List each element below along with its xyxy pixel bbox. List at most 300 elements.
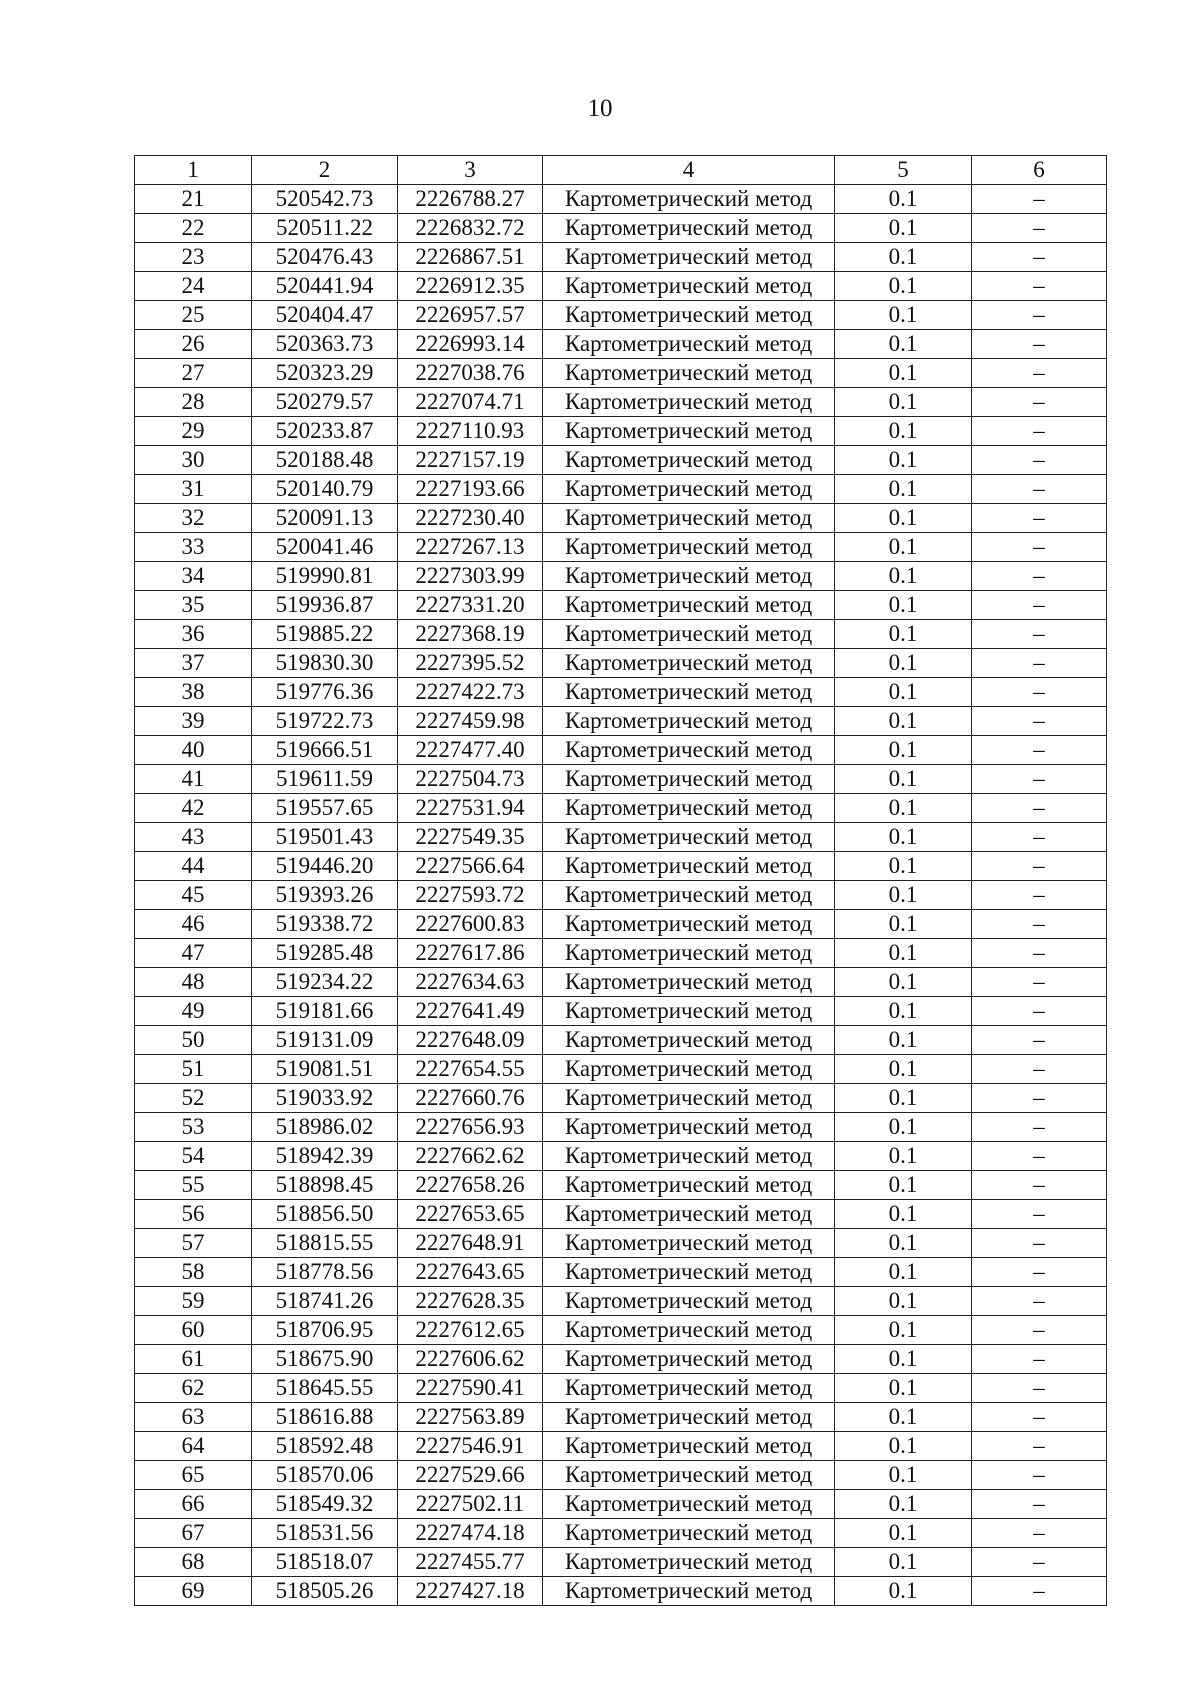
method-cell: Картометрический метод [543, 794, 835, 823]
point-number-cell: 46 [135, 910, 252, 939]
table-row [135, 678, 1107, 707]
x-coordinate-cell: 519285.48 [252, 939, 398, 968]
y-coordinate-cell: 2227395.52 [398, 649, 543, 678]
accuracy-cell: 0.1 [835, 1142, 972, 1171]
table-row [135, 1142, 1107, 1171]
y-coordinate-cell: 2226788.27 [398, 185, 543, 214]
point-number-cell: 57 [135, 1229, 252, 1258]
description-cell: – [972, 1142, 1107, 1171]
accuracy-cell: 0.1 [835, 1374, 972, 1403]
point-number-cell: 33 [135, 533, 252, 562]
description-cell: – [972, 1345, 1107, 1374]
accuracy-cell: 0.1 [835, 272, 972, 301]
method-cell: Картометрический метод [543, 359, 835, 388]
description-cell: – [972, 1113, 1107, 1142]
x-coordinate-cell: 520279.57 [252, 388, 398, 417]
x-coordinate-cell: 518986.02 [252, 1113, 398, 1142]
method-cell: Картометрический метод [543, 997, 835, 1026]
point-number-cell: 63 [135, 1403, 252, 1432]
y-coordinate-cell: 2227230.40 [398, 504, 543, 533]
y-coordinate-cell: 2226832.72 [398, 214, 543, 243]
table-row [135, 881, 1107, 910]
table-row [135, 446, 1107, 475]
y-coordinate-cell: 2227110.93 [398, 417, 543, 446]
y-coordinate-cell: 2227648.91 [398, 1229, 543, 1258]
x-coordinate-cell: 519181.66 [252, 997, 398, 1026]
description-cell: – [972, 620, 1107, 649]
point-number-cell: 23 [135, 243, 252, 272]
table-body [135, 185, 1107, 1606]
method-cell: Картометрический метод [543, 910, 835, 939]
point-number-cell: 42 [135, 794, 252, 823]
y-coordinate-cell: 2227654.55 [398, 1055, 543, 1084]
method-cell: Картометрический метод [543, 939, 835, 968]
method-cell: Картометрический метод [543, 1490, 835, 1519]
table-row [135, 1258, 1107, 1287]
x-coordinate-cell: 520441.94 [252, 272, 398, 301]
y-coordinate-cell: 2227504.73 [398, 765, 543, 794]
method-cell: Картометрический метод [543, 330, 835, 359]
table-row [135, 388, 1107, 417]
accuracy-cell: 0.1 [835, 968, 972, 997]
accuracy-cell: 0.1 [835, 1490, 972, 1519]
accuracy-cell: 0.1 [835, 1403, 972, 1432]
y-coordinate-cell: 2227422.73 [398, 678, 543, 707]
y-coordinate-cell: 2226912.35 [398, 272, 543, 301]
method-cell: Картометрический метод [543, 417, 835, 446]
accuracy-cell: 0.1 [835, 1026, 972, 1055]
method-cell: Картометрический метод [543, 1026, 835, 1055]
y-coordinate-cell: 2227193.66 [398, 475, 543, 504]
description-cell: – [972, 185, 1107, 214]
accuracy-cell: 0.1 [835, 1577, 972, 1606]
x-coordinate-cell: 518518.07 [252, 1548, 398, 1577]
method-cell: Картометрический метод [543, 1229, 835, 1258]
table-row [135, 1287, 1107, 1316]
method-cell: Картометрический метод [543, 1316, 835, 1345]
table-row [135, 765, 1107, 794]
table-row [135, 1374, 1107, 1403]
description-cell: – [972, 678, 1107, 707]
y-coordinate-cell: 2227662.62 [398, 1142, 543, 1171]
x-coordinate-cell: 519033.92 [252, 1084, 398, 1113]
x-coordinate-cell: 518616.88 [252, 1403, 398, 1432]
method-cell: Картометрический метод [543, 475, 835, 504]
table-row [135, 910, 1107, 939]
coordinates-table [134, 155, 1107, 1606]
table-row [135, 330, 1107, 359]
method-cell: Картометрический метод [543, 707, 835, 736]
point-number-cell: 25 [135, 301, 252, 330]
y-coordinate-cell: 2227502.11 [398, 1490, 543, 1519]
y-coordinate-cell: 2227474.18 [398, 1519, 543, 1548]
x-coordinate-cell: 519666.51 [252, 736, 398, 765]
accuracy-cell: 0.1 [835, 214, 972, 243]
accuracy-cell: 0.1 [835, 852, 972, 881]
point-number-cell: 35 [135, 591, 252, 620]
x-coordinate-cell: 520323.29 [252, 359, 398, 388]
table-row [135, 504, 1107, 533]
description-cell: – [972, 1084, 1107, 1113]
description-cell: – [972, 1461, 1107, 1490]
point-number-cell: 31 [135, 475, 252, 504]
accuracy-cell: 0.1 [835, 1229, 972, 1258]
point-number-cell: 37 [135, 649, 252, 678]
method-cell: Картометрический метод [543, 823, 835, 852]
method-cell: Картометрический метод [543, 185, 835, 214]
method-cell: Картометрический метод [543, 881, 835, 910]
accuracy-cell: 0.1 [835, 185, 972, 214]
point-number-cell: 53 [135, 1113, 252, 1142]
accuracy-cell: 0.1 [835, 910, 972, 939]
accuracy-cell: 0.1 [835, 881, 972, 910]
method-cell: Картометрический метод [543, 1374, 835, 1403]
x-coordinate-cell: 519722.73 [252, 707, 398, 736]
table-row [135, 562, 1107, 591]
x-coordinate-cell: 518675.90 [252, 1345, 398, 1374]
point-number-cell: 54 [135, 1142, 252, 1171]
description-cell: – [972, 1316, 1107, 1345]
method-cell: Картометрический метод [543, 1519, 835, 1548]
description-cell: – [972, 214, 1107, 243]
method-cell: Картометрический метод [543, 562, 835, 591]
accuracy-cell: 0.1 [835, 649, 972, 678]
accuracy-cell: 0.1 [835, 1345, 972, 1374]
page-number: 10 [587, 95, 613, 122]
x-coordinate-cell: 518778.56 [252, 1258, 398, 1287]
description-cell: – [972, 1287, 1107, 1316]
table-row [135, 939, 1107, 968]
y-coordinate-cell: 2227653.65 [398, 1200, 543, 1229]
method-cell: Картометрический метод [543, 1577, 835, 1606]
y-coordinate-cell: 2227593.72 [398, 881, 543, 910]
y-coordinate-cell: 2227455.77 [398, 1548, 543, 1577]
accuracy-cell: 0.1 [835, 1519, 972, 1548]
y-coordinate-cell: 2227303.99 [398, 562, 543, 591]
table-row [135, 707, 1107, 736]
point-number-cell: 44 [135, 852, 252, 881]
point-number-cell: 39 [135, 707, 252, 736]
table-row [135, 852, 1107, 881]
table-row [135, 1171, 1107, 1200]
description-cell: – [972, 475, 1107, 504]
description-cell: – [972, 1403, 1107, 1432]
table-row [135, 649, 1107, 678]
point-number-cell: 36 [135, 620, 252, 649]
accuracy-cell: 0.1 [835, 997, 972, 1026]
x-coordinate-cell: 519446.20 [252, 852, 398, 881]
x-coordinate-cell: 518856.50 [252, 1200, 398, 1229]
table-row [135, 1200, 1107, 1229]
method-cell: Картометрический метод [543, 968, 835, 997]
table-row [135, 1519, 1107, 1548]
x-coordinate-cell: 520091.13 [252, 504, 398, 533]
method-cell: Картометрический метод [543, 1345, 835, 1374]
point-number-cell: 64 [135, 1432, 252, 1461]
accuracy-cell: 0.1 [835, 330, 972, 359]
accuracy-cell: 0.1 [835, 1461, 972, 1490]
description-cell: – [972, 1374, 1107, 1403]
method-cell: Картометрический метод [543, 620, 835, 649]
y-coordinate-cell: 2227477.40 [398, 736, 543, 765]
accuracy-cell: 0.1 [835, 1200, 972, 1229]
point-number-cell: 59 [135, 1287, 252, 1316]
accuracy-cell: 0.1 [835, 1084, 972, 1113]
description-cell: – [972, 794, 1107, 823]
description-cell: – [972, 852, 1107, 881]
point-number-cell: 41 [135, 765, 252, 794]
x-coordinate-cell: 518505.26 [252, 1577, 398, 1606]
method-cell: Картометрический метод [543, 1403, 835, 1432]
description-cell: – [972, 1229, 1107, 1258]
accuracy-cell: 0.1 [835, 359, 972, 388]
accuracy-cell: 0.1 [835, 475, 972, 504]
point-number-cell: 29 [135, 417, 252, 446]
description-cell: – [972, 330, 1107, 359]
accuracy-cell: 0.1 [835, 504, 972, 533]
table-row [135, 1084, 1107, 1113]
description-cell: – [972, 359, 1107, 388]
y-coordinate-cell: 2226867.51 [398, 243, 543, 272]
y-coordinate-cell: 2227658.26 [398, 1171, 543, 1200]
table-row [135, 359, 1107, 388]
y-coordinate-cell: 2226993.14 [398, 330, 543, 359]
description-cell: – [972, 1490, 1107, 1519]
accuracy-cell: 0.1 [835, 1287, 972, 1316]
x-coordinate-cell: 518815.55 [252, 1229, 398, 1258]
description-cell: – [972, 446, 1107, 475]
x-coordinate-cell: 519990.81 [252, 562, 398, 591]
method-cell: Картометрический метод [543, 214, 835, 243]
method-cell: Картометрический метод [543, 1084, 835, 1113]
method-cell: Картометрический метод [543, 1171, 835, 1200]
method-cell: Картометрический метод [543, 1200, 835, 1229]
accuracy-cell: 0.1 [835, 736, 972, 765]
accuracy-cell: 0.1 [835, 243, 972, 272]
x-coordinate-cell: 518549.32 [252, 1490, 398, 1519]
accuracy-cell: 0.1 [835, 620, 972, 649]
y-coordinate-cell: 2227549.35 [398, 823, 543, 852]
method-cell: Картометрический метод [543, 272, 835, 301]
x-coordinate-cell: 520363.73 [252, 330, 398, 359]
x-coordinate-cell: 519501.43 [252, 823, 398, 852]
description-cell: – [972, 272, 1107, 301]
accuracy-cell: 0.1 [835, 1316, 972, 1345]
y-coordinate-cell: 2227600.83 [398, 910, 543, 939]
point-number-cell: 49 [135, 997, 252, 1026]
description-cell: – [972, 1577, 1107, 1606]
method-cell: Картометрический метод [543, 1142, 835, 1171]
x-coordinate-cell: 520233.87 [252, 417, 398, 446]
description-cell: – [972, 910, 1107, 939]
y-coordinate-cell: 2227634.63 [398, 968, 543, 997]
point-number-cell: 30 [135, 446, 252, 475]
x-coordinate-cell: 518570.06 [252, 1461, 398, 1490]
x-coordinate-cell: 518531.56 [252, 1519, 398, 1548]
y-coordinate-cell: 2227590.41 [398, 1374, 543, 1403]
table-row [135, 1026, 1107, 1055]
y-coordinate-cell: 2227157.19 [398, 446, 543, 475]
point-number-cell: 21 [135, 185, 252, 214]
method-cell: Картометрический метод [543, 736, 835, 765]
accuracy-cell: 0.1 [835, 591, 972, 620]
y-coordinate-cell: 2227531.94 [398, 794, 543, 823]
table-row [135, 533, 1107, 562]
method-cell: Картометрический метод [543, 678, 835, 707]
table-row [135, 1403, 1107, 1432]
point-number-cell: 38 [135, 678, 252, 707]
method-cell: Картометрический метод [543, 1287, 835, 1316]
point-number-cell: 66 [135, 1490, 252, 1519]
description-cell: – [972, 765, 1107, 794]
accuracy-cell: 0.1 [835, 678, 972, 707]
x-coordinate-cell: 518645.55 [252, 1374, 398, 1403]
table-row [135, 1229, 1107, 1258]
x-coordinate-cell: 519611.59 [252, 765, 398, 794]
method-cell: Картометрический метод [543, 591, 835, 620]
x-coordinate-cell: 518898.45 [252, 1171, 398, 1200]
description-cell: – [972, 823, 1107, 852]
point-number-cell: 56 [135, 1200, 252, 1229]
column-header-5: 5 [835, 156, 972, 185]
x-coordinate-cell: 520476.43 [252, 243, 398, 272]
y-coordinate-cell: 2227546.91 [398, 1432, 543, 1461]
table-row [135, 823, 1107, 852]
description-cell: – [972, 388, 1107, 417]
description-cell: – [972, 649, 1107, 678]
description-cell: – [972, 1432, 1107, 1461]
table-row [135, 1577, 1107, 1606]
table-row [135, 620, 1107, 649]
description-cell: – [972, 533, 1107, 562]
method-cell: Картометрический метод [543, 1113, 835, 1142]
accuracy-cell: 0.1 [835, 1432, 972, 1461]
accuracy-cell: 0.1 [835, 446, 972, 475]
method-cell: Картометрический метод [543, 388, 835, 417]
y-coordinate-cell: 2227617.86 [398, 939, 543, 968]
accuracy-cell: 0.1 [835, 1113, 972, 1142]
x-coordinate-cell: 520542.73 [252, 185, 398, 214]
point-number-cell: 60 [135, 1316, 252, 1345]
description-cell: – [972, 504, 1107, 533]
description-cell: – [972, 1548, 1107, 1577]
accuracy-cell: 0.1 [835, 1258, 972, 1287]
column-header-3: 3 [398, 156, 543, 185]
y-coordinate-cell: 2227656.93 [398, 1113, 543, 1142]
point-number-cell: 24 [135, 272, 252, 301]
y-coordinate-cell: 2227648.09 [398, 1026, 543, 1055]
method-cell: Картометрический метод [543, 1258, 835, 1287]
description-cell: – [972, 1200, 1107, 1229]
point-number-cell: 45 [135, 881, 252, 910]
accuracy-cell: 0.1 [835, 707, 972, 736]
description-cell: – [972, 417, 1107, 446]
x-coordinate-cell: 520511.22 [252, 214, 398, 243]
x-coordinate-cell: 519081.51 [252, 1055, 398, 1084]
method-cell: Картометрический метод [543, 1461, 835, 1490]
table-row [135, 214, 1107, 243]
x-coordinate-cell: 520140.79 [252, 475, 398, 504]
method-cell: Картометрический метод [543, 504, 835, 533]
x-coordinate-cell: 520188.48 [252, 446, 398, 475]
description-cell: – [972, 736, 1107, 765]
y-coordinate-cell: 2227566.64 [398, 852, 543, 881]
description-cell: – [972, 939, 1107, 968]
column-header-6: 6 [972, 156, 1107, 185]
table-row [135, 1345, 1107, 1374]
point-number-cell: 34 [135, 562, 252, 591]
point-number-cell: 62 [135, 1374, 252, 1403]
x-coordinate-cell: 518741.26 [252, 1287, 398, 1316]
table-row [135, 185, 1107, 214]
method-cell: Картометрический метод [543, 533, 835, 562]
description-cell: – [972, 591, 1107, 620]
point-number-cell: 26 [135, 330, 252, 359]
accuracy-cell: 0.1 [835, 388, 972, 417]
table-row [135, 794, 1107, 823]
point-number-cell: 52 [135, 1084, 252, 1113]
x-coordinate-cell: 519557.65 [252, 794, 398, 823]
point-number-cell: 27 [135, 359, 252, 388]
y-coordinate-cell: 2227641.49 [398, 997, 543, 1026]
x-coordinate-cell: 519131.09 [252, 1026, 398, 1055]
x-coordinate-cell: 518706.95 [252, 1316, 398, 1345]
x-coordinate-cell: 519830.30 [252, 649, 398, 678]
y-coordinate-cell: 2227459.98 [398, 707, 543, 736]
y-coordinate-cell: 2227529.66 [398, 1461, 543, 1490]
point-number-cell: 40 [135, 736, 252, 765]
description-cell: – [972, 562, 1107, 591]
point-number-cell: 43 [135, 823, 252, 852]
table-row [135, 1432, 1107, 1461]
accuracy-cell: 0.1 [835, 794, 972, 823]
accuracy-cell: 0.1 [835, 417, 972, 446]
table-row [135, 272, 1107, 301]
x-coordinate-cell: 520404.47 [252, 301, 398, 330]
table-row [135, 301, 1107, 330]
description-cell: – [972, 968, 1107, 997]
y-coordinate-cell: 2227038.76 [398, 359, 543, 388]
method-cell: Картометрический метод [543, 301, 835, 330]
y-coordinate-cell: 2227427.18 [398, 1577, 543, 1606]
point-number-cell: 47 [135, 939, 252, 968]
y-coordinate-cell: 2227660.76 [398, 1084, 543, 1113]
description-cell: – [972, 1055, 1107, 1084]
accuracy-cell: 0.1 [835, 1055, 972, 1084]
y-coordinate-cell: 2226957.57 [398, 301, 543, 330]
point-number-cell: 67 [135, 1519, 252, 1548]
x-coordinate-cell: 519776.36 [252, 678, 398, 707]
x-coordinate-cell: 519393.26 [252, 881, 398, 910]
method-cell: Картометрический метод [543, 1055, 835, 1084]
point-number-cell: 68 [135, 1548, 252, 1577]
x-coordinate-cell: 518942.39 [252, 1142, 398, 1171]
accuracy-cell: 0.1 [835, 765, 972, 794]
description-cell: – [972, 301, 1107, 330]
column-header-4: 4 [543, 156, 835, 185]
method-cell: Картометрический метод [543, 765, 835, 794]
point-number-cell: 28 [135, 388, 252, 417]
point-number-cell: 22 [135, 214, 252, 243]
method-cell: Картометрический метод [543, 243, 835, 272]
y-coordinate-cell: 2227267.13 [398, 533, 543, 562]
method-cell: Картометрический метод [543, 852, 835, 881]
method-cell: Картометрический метод [543, 649, 835, 678]
description-cell: – [972, 1258, 1107, 1287]
table-row [135, 1055, 1107, 1084]
point-number-cell: 58 [135, 1258, 252, 1287]
y-coordinate-cell: 2227628.35 [398, 1287, 543, 1316]
